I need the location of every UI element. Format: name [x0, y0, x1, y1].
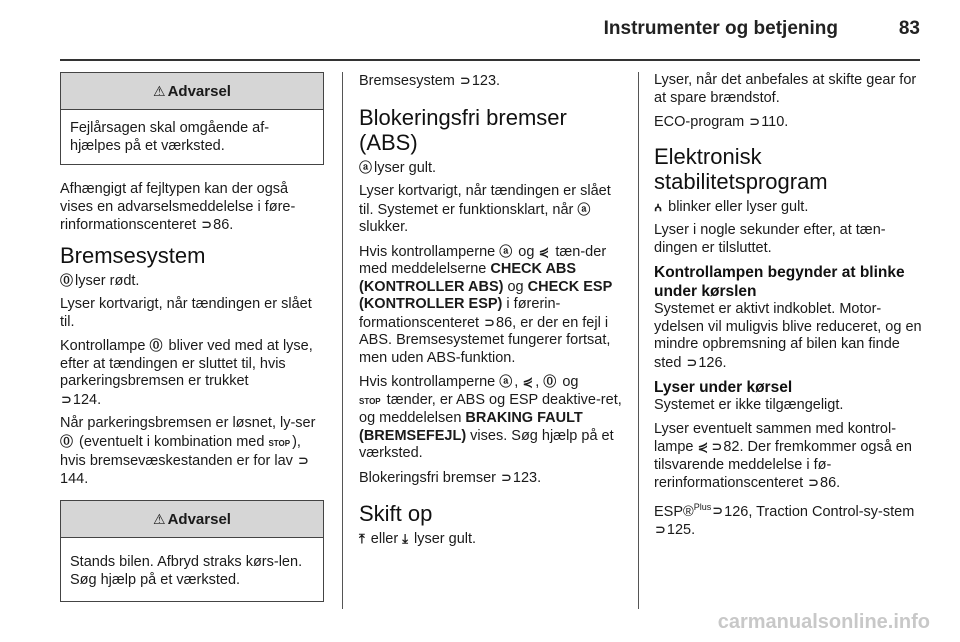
paragraph: Hvis kontrollamperne	[359, 243, 500, 260]
stop-icon: STOP	[268, 438, 291, 448]
paragraph: ECO-program	[654, 114, 749, 130]
superscript: Plus	[693, 501, 712, 512]
column-divider-2	[638, 72, 639, 609]
cross-ref-icon: ⊃	[655, 521, 666, 537]
paragraph: i førerin-formationscenteret	[359, 296, 561, 331]
esp-icon: ⋞	[538, 243, 550, 259]
shift-up-alt-icon: ⤓	[402, 531, 408, 546]
cross-ref-icon: ⊃	[459, 73, 471, 88]
brake-warning-icon: ⓪	[149, 338, 163, 353]
cross-ref-icon: ⊃	[711, 439, 723, 454]
page-header-title: Instrumenter og betjening	[603, 18, 838, 39]
cross-ref-icon: ⊃	[712, 503, 724, 519]
paragraph: ), hvis bremsevæskestanden er for lav	[60, 433, 301, 469]
paragraph: Afhængigt af fejltypen kan der også vises en advarselsmeddelelse i føre-rinformationscenteret	[60, 181, 296, 233]
status-text: blinker eller lyser gult.	[664, 198, 809, 215]
page-number: 83	[898, 18, 920, 39]
cross-ref-icon: ⊃	[484, 314, 496, 330]
header-rule	[60, 59, 920, 61]
status-text: lyser gult.	[374, 159, 437, 176]
warning-box-2	[60, 500, 324, 602]
cross-ref-link[interactable]: 124.	[72, 391, 102, 408]
cross-ref-icon: ⊃	[749, 114, 761, 129]
paragraph: Lyser kortvarigt, når tændingen er slået til.	[60, 296, 312, 330]
section-heading-shift-up: Skift op	[359, 501, 433, 526]
message-label: CHECK ESP (KONTROLLER ESP)	[359, 278, 612, 312]
cross-ref-icon: ⊃	[297, 453, 309, 468]
column-3	[654, 72, 922, 545]
warning-triangle-icon: ⚠	[153, 511, 166, 527]
paragraph: og	[558, 374, 579, 390]
message-label: BRAKING FAULT (BREMSEFEJL)	[359, 410, 583, 444]
stop-icon: STOP	[359, 396, 381, 406]
paragraph: tænder, er ABS og ESP deaktive-ret, og meddelelsen	[359, 391, 622, 426]
paragraph: ,	[514, 374, 523, 390]
paragraph: ESP®	[654, 503, 694, 520]
brake-warning-icon: ⓪	[543, 374, 557, 389]
subheading-blink: Kontrollampen begynder at blinke under kørslen	[654, 264, 905, 300]
cross-ref-icon: ⊃	[61, 391, 72, 407]
car-skid-icon: ꭅ	[654, 198, 663, 214]
cross-ref-icon: ⊃	[686, 354, 698, 370]
paragraph: Lyser eventuelt sammen med kontrol-lampe	[654, 420, 897, 455]
cross-ref-link[interactable]: 126.	[698, 354, 727, 371]
paragraph: tæn-der med meddelelserne	[359, 243, 607, 277]
shift-up-icon: ⤒	[359, 531, 365, 546]
paragraph: (eventuelt i kombination med	[75, 433, 269, 450]
cross-ref-link[interactable]: 86, er der en fejl i ABS. Bremsesystemet fungerer fortsat, men uden ABS-funktion.	[359, 314, 611, 366]
warning-triangle-icon: ⚠	[153, 83, 166, 99]
paragraph: Bremsesystem	[359, 73, 459, 89]
column-2	[359, 72, 623, 555]
cross-ref-link[interactable]: 123.	[512, 469, 542, 486]
cross-ref-icon: ⊃	[501, 469, 512, 485]
column-divider-1	[342, 72, 343, 609]
paragraph: og	[514, 243, 539, 260]
paragraph: bliver ved med at lyse, efter at tændingen er sluttet til, hvis parkeringsbremsen er trukket	[60, 338, 313, 389]
paragraph: vises. Søg hjælp på et værksted.	[359, 427, 614, 461]
cross-ref-link[interactable]: 125.	[666, 521, 696, 538]
warning-text: Stands bilen. Afbryd straks kørs-len. Søg hjælp på et værksted.	[70, 554, 303, 588]
cross-ref-link[interactable]: 144.	[60, 470, 89, 487]
section-heading-abs: Blokeringsfri bremser (ABS)	[359, 104, 567, 155]
brake-warning-icon: ⓪	[60, 433, 74, 449]
watermark: carmanualsonline.info	[717, 611, 930, 633]
cross-ref-icon: ⊃	[808, 475, 820, 490]
abs-icon: ⓐ	[499, 243, 513, 259]
paragraph: Lyser i nogle sekunder efter, at tæn-dingen er tilsluttet.	[654, 222, 886, 256]
warning-header	[61, 501, 323, 538]
cross-ref-link[interactable]: 126, Traction Control-sy-stem	[724, 503, 915, 520]
esp-icon: ⋞	[522, 374, 534, 389]
status-text: lyser rødt.	[75, 272, 140, 289]
column-1	[60, 72, 324, 612]
warning-box-1	[60, 72, 324, 165]
paragraph: Kontrollampe	[60, 338, 150, 354]
paragraph: Lyser kortvarigt, når tændingen er slået til. Systemet er funktionsklart, når	[359, 183, 611, 218]
subheading-lit: Lyser under kørsel	[654, 379, 793, 396]
paragraph: og	[503, 278, 528, 295]
paragraph: 82. Der fremkommer også en tilsvarende meddelelse i fø-rerinformationscenteret	[654, 439, 912, 491]
message-label: CHECK ABS (KONTROLLER ABS)	[359, 261, 577, 295]
warning-text: Fejlårsagen skal omgående af-hjælpes på et værksted.	[70, 120, 270, 154]
paragraph: Systemet er ikke tilgængeligt.	[654, 397, 844, 413]
cross-ref-link[interactable]: 123.	[471, 73, 501, 89]
section-heading-esp: Elektronisk stabilitetsprogram	[654, 143, 828, 194]
abs-icon: ⓐ	[577, 201, 591, 217]
section-heading-brake: Bremsesystem	[60, 242, 206, 268]
cross-ref-link[interactable]: 110.	[761, 114, 789, 130]
paragraph: Systemet er aktivt indkoblet. Motor-ydelsen vil muligvis blive reduceret, og en mindre opbremsning af bilen kan finde sted	[654, 301, 922, 371]
warning-title: Advarsel	[167, 511, 231, 528]
cross-ref-link[interactable]: 86.	[213, 217, 234, 233]
cross-ref-link[interactable]: 86.	[820, 475, 841, 491]
warning-header	[61, 73, 323, 110]
esp-icon: ⋞	[697, 439, 709, 454]
abs-icon: ⓐ	[499, 374, 513, 389]
cross-ref-icon: ⊃	[201, 217, 213, 232]
abs-icon: ⓐ	[359, 159, 373, 175]
paragraph: ,	[535, 374, 544, 390]
paragraph: lyser gult.	[409, 531, 477, 547]
brake-warning-icon: ⓪	[60, 272, 74, 288]
paragraph: Hvis kontrollamperne	[359, 374, 500, 390]
paragraph: slukker.	[359, 219, 409, 235]
paragraph: Lyser, når det anbefales at skifte gear for at spare brændstof.	[654, 72, 917, 106]
warning-title: Advarsel	[167, 83, 231, 100]
paragraph: Blokeringsfri bremser	[359, 469, 501, 486]
paragraph: Når parkeringsbremsen er løsnet, ly-ser	[60, 415, 316, 431]
paragraph: eller	[366, 531, 403, 547]
